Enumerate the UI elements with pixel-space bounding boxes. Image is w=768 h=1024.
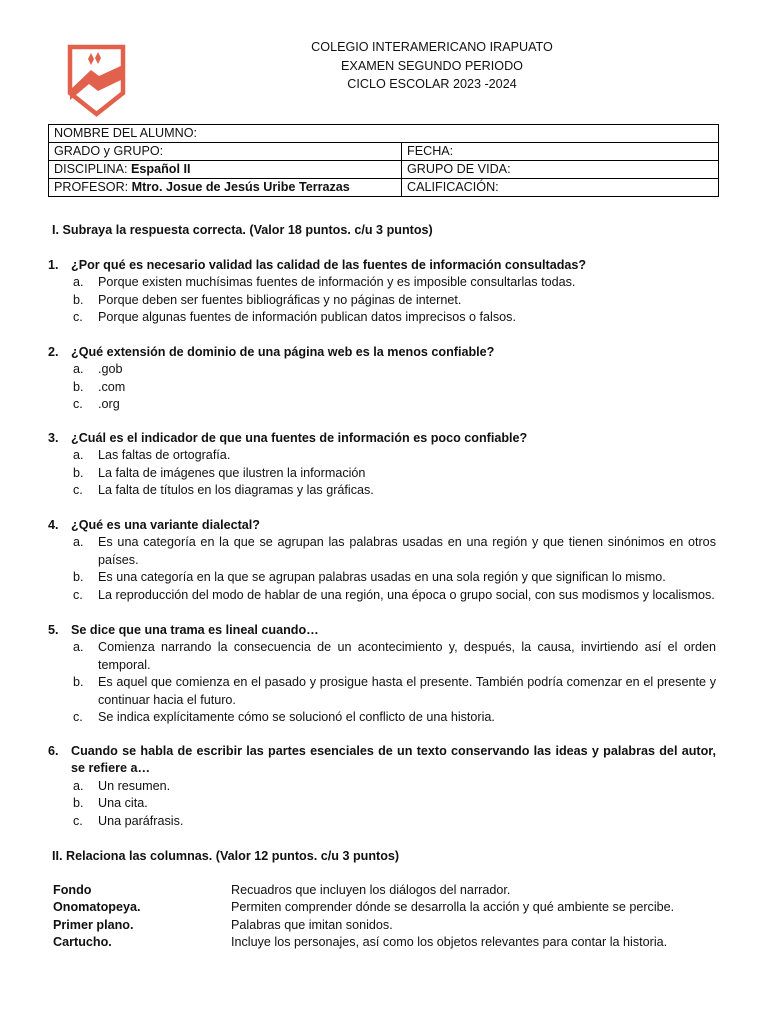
- match-columns: [53, 882, 713, 952]
- question-5: 5. Se dice que una trama es lineal cuando… a. Comienza narrando la consecuencia de un acontecimiento y, después, la causa, invirtiendo así el orden temporal. b. Es aquel que comienza en el pasado y prosigue hasta el presente. También podría comenzar en el presente y continuar hacia el futuro. c. Se indica explícitamente cómo se solucionó el conflicto de una historia.: [48, 622, 716, 726]
- match-term: Cartucho.: [53, 935, 112, 950]
- section-2-title: II. Relaciona las columnas. (Valor 12 puntos. c/u 3 puntos): [52, 849, 400, 863]
- option-c[interactable]: c. .org: [73, 397, 120, 412]
- option-b[interactable]: b. La falta de imágenes que ilustren la información: [73, 465, 366, 480]
- option-b[interactable]: b. Una cita.: [73, 796, 148, 811]
- option-c[interactable]: c. Se indica explícitamente cómo se solucionó el conflicto de una historia.: [73, 710, 495, 725]
- option-b[interactable]: b. Es una categoría en la que se agrupan palabras usadas en una sola región y que significan lo mismo.: [73, 570, 666, 585]
- match-definition: Permiten comprender dónde se desarrolla la acción y qué ambiente se percibe.: [231, 900, 675, 915]
- grade-score-field[interactable]: CALIFICACIÓN:: [402, 179, 719, 197]
- match-term: Primer plano.: [53, 917, 134, 932]
- question-2: 2. ¿Qué extensión de dominio de una página web es la menos confiable? a. .gob b. .com c. .org: [48, 344, 716, 414]
- student-name-field[interactable]: NOMBRE DEL ALUMNO:: [49, 125, 719, 143]
- question-3: 3. ¿Cuál es el indicador de que una fuentes de información es poco confiable? a. Las faltas de ortografía. b. La falta de imágenes que ilustren la información c. La falta de títulos en los diagramas y las gráficas.: [48, 430, 716, 500]
- match-definition: Recuadros que incluyen los diálogos del narrador.: [231, 883, 511, 897]
- match-row: [53, 934, 713, 951]
- option-a[interactable]: a. Es una categoría en la que se agrupan las palabras usadas en una región y que tienen sinónimos en otros países.: [73, 535, 716, 567]
- option-a[interactable]: a. Porque existen muchísimas fuentes de información y es imposible consultarlas todas.: [73, 275, 576, 290]
- match-row: [53, 882, 713, 899]
- life-group-field[interactable]: GRUPO DE VIDA:: [402, 161, 719, 179]
- grade-group-field[interactable]: GRADO y GRUPO:: [49, 143, 402, 161]
- option-c[interactable]: c. La reproducción del modo de hablar de una región, una época o grupo social, con sus modismos y localismos.: [73, 587, 715, 602]
- question-text: ¿Cuál es el indicador de que una fuentes de información es poco confiable?: [71, 431, 528, 445]
- section-1-title: I. Subraya la respuesta correcta. (Valor 18 puntos. c/u 3 puntos): [52, 223, 433, 237]
- option-c[interactable]: c. Una paráfrasis.: [73, 813, 184, 828]
- school-cycle: CICLO ESCOLAR 2023 -2024: [347, 77, 517, 91]
- question-1: 1. ¿Por qué es necesario validad las calidad de las fuentes de información consultadas? a. Porque existen muchísimas fuentes de información y es imposible consultarlas todas. b. Porque deben ser fuentes bibliográficas y no páginas de internet. c. Porque algunas fuentes de información publican datos imprecisos o falsos.: [48, 257, 716, 327]
- option-b[interactable]: b. .com: [73, 379, 126, 394]
- header-titles: [262, 38, 602, 94]
- option-b[interactable]: b. Es aquel que comienza en el pasado y prosigue hasta el presente. También podría comenzar en el presente y continuar hacia el futuro.: [73, 675, 716, 707]
- teacher-field: PROFESOR: Mtro. Josue de Jesús Uribe Terrazas: [49, 179, 402, 197]
- subject-value: Español II: [130, 162, 191, 176]
- question-6: 6. Cuando se habla de escribir las partes esenciales de un texto conservando las ideas y palabras del autor, se refiere a… a. Un resumen. b. Una cita. c. Una paráfrasis.: [48, 743, 716, 830]
- question-text: Se dice que una trama es lineal cuando…: [71, 623, 319, 637]
- match-definition: Palabras que imitan sonidos.: [231, 917, 393, 932]
- teacher-value: Mtro. Josue de Jesús Uribe Terrazas: [131, 180, 350, 194]
- question-text: Cuando se habla de escribir las partes esenciales de un texto conservando las ideas y palabras del autor, se refiere a…: [71, 744, 716, 776]
- option-c[interactable]: c. La falta de títulos en los diagramas y las gráficas.: [73, 483, 374, 498]
- option-a[interactable]: a. Un resumen.: [73, 778, 171, 793]
- exam-title: EXAMEN SEGUNDO PERIODO: [341, 58, 523, 73]
- match-term: Onomatopeya.: [53, 900, 141, 915]
- option-a[interactable]: a. .gob: [73, 362, 123, 377]
- student-info-table: [48, 124, 719, 197]
- school-logo: [67, 43, 126, 117]
- question-text: ¿Qué extensión de dominio de una página web es la menos confiable?: [71, 345, 495, 359]
- question-4: 4. ¿Qué es una variante dialectal? a. Es una categoría en la que se agrupan las palabras usadas en una región y que tienen sinónimos en otros países. b. Es una categoría en la que se agrupan palabras usadas en una sola región y que significan lo mismo. c. La reproducción del modo de hablar de una región, una época o grupo social, con sus modismos y localismos.: [48, 517, 716, 604]
- option-a[interactable]: a. Las faltas de ortografía.: [73, 448, 231, 463]
- question-text: ¿Qué es una variante dialectal?: [71, 518, 260, 532]
- match-term: Fondo: [53, 883, 92, 897]
- option-a[interactable]: a. Comienza narrando la consecuencia de un acontecimiento y, después, la causa, invirtiendo así el orden temporal.: [73, 640, 716, 672]
- subject-field: DISCIPLINA: Español II: [49, 161, 402, 179]
- option-c[interactable]: c. Porque algunas fuentes de información publican datos imprecisos o falsos.: [73, 310, 516, 325]
- option-b[interactable]: b. Porque deben ser fuentes bibliográficas y no páginas de internet.: [73, 292, 462, 307]
- school-name: COLEGIO INTERAMERICANO IRAPUATO: [311, 40, 553, 54]
- match-row: [53, 917, 713, 934]
- date-field[interactable]: FECHA:: [402, 143, 719, 161]
- match-definition: Incluye los personajes, así como los objetos relevantes para contar la historia.: [231, 935, 668, 950]
- question-text: ¿Por qué es necesario validad las calidad de las fuentes de información consultadas?: [71, 258, 587, 272]
- match-row: [53, 899, 713, 916]
